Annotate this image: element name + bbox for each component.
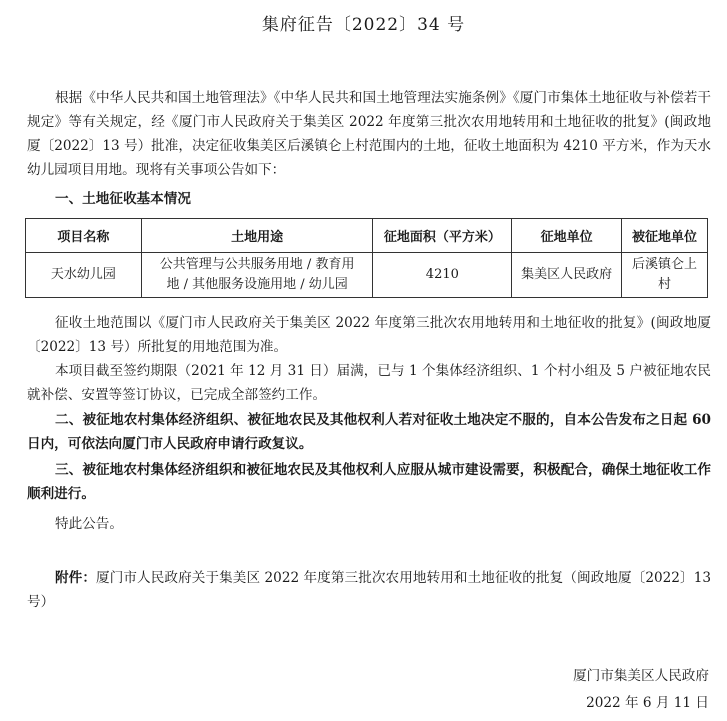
- expropriated-unit-cell: 后溪镇仑上村: [622, 253, 708, 298]
- table-header-row: [26, 219, 708, 253]
- project-name-cell: 天水幼儿园: [26, 253, 142, 298]
- table-row: [26, 253, 708, 298]
- table-header-cell: 征地面积（平方米）: [373, 219, 512, 253]
- land-use-line-1: 公共管理与公共服务用地 / 教育用: [159, 257, 355, 272]
- signature-date: 2022 年 6 月 11 日: [586, 695, 709, 711]
- section3-paragraph: 三、被征地农村集体经济组织和被征地农民及其他权利人应服从城市建设需要，积极配合，确保土地征收工作顺利进行。: [27, 462, 711, 502]
- area-cell: 4210: [373, 253, 512, 298]
- attachment-paragraph: [27, 566, 711, 614]
- intro-paragraph: 根据《中华人民共和国土地管理法》《中华人民共和国土地管理法实施条例》《厦门市集体土地征收与补偿若干规定》等有关规定，经《厦门市人民政府关于集美区 2022 年度第三批次农用地转用和土地征收的批复》(闽政地厦〔2022〕13 号）批准，决定征收集美区后溪镇仑上村范围内的土地，征收土地面积为 4210 平方米，作为天水幼儿园项目用地。现将有关事项公告如下：: [27, 90, 711, 178]
- section1-heading: 一、土地征收基本情况: [55, 191, 191, 207]
- section2-paragraph: 二、被征地农村集体经济组织、被征地农民及其他权利人若对征收土地决定不服的，自本公告发布之日起 60 日内，可依法向厦门市人民政府申请行政复议。: [27, 412, 711, 452]
- scope-paragraph: 征收土地范围以《厦门市人民政府关于集美区 2022 年度第三批次农用地转用和土地征收的批复》(闽政地厦〔2022〕13 号）所批复的用地范围为准。: [27, 315, 711, 355]
- expropriating-unit-cell: 集美区人民政府: [512, 253, 622, 298]
- agreement-paragraph: 本项目截至签约期限（2021 年 12 月 31 日）届满，已与 1 个集体经济组织、1 个村小组及 5 户被征地农民就补偿、安置等签订协议，已完成全部签约工作。: [27, 363, 711, 403]
- table-header-cell: 征地单位: [512, 219, 622, 253]
- attachment-link[interactable]: 厦门市人民政府关于集美区 2022 年度第三批次农用地转用和土地征收的批复（闽政地厦〔2022〕13 号）: [27, 570, 711, 610]
- signature-organization: 厦门市集美区人民政府: [573, 668, 709, 684]
- table-header-cell: 被征地单位: [622, 219, 708, 253]
- table-header-cell: 项目名称: [26, 219, 142, 253]
- table-header-cell: 土地用途: [141, 219, 373, 253]
- attachment-label: 附件：: [55, 570, 97, 586]
- land-use-line-2: 地 / 其他服务设施用地 / 幼儿园: [166, 277, 348, 292]
- document-title: 集府征告〔2022〕34 号: [261, 15, 466, 35]
- land-expropriation-table: [25, 218, 708, 298]
- closing-text: 特此公告。: [55, 516, 123, 532]
- land-use-cell: [141, 253, 373, 298]
